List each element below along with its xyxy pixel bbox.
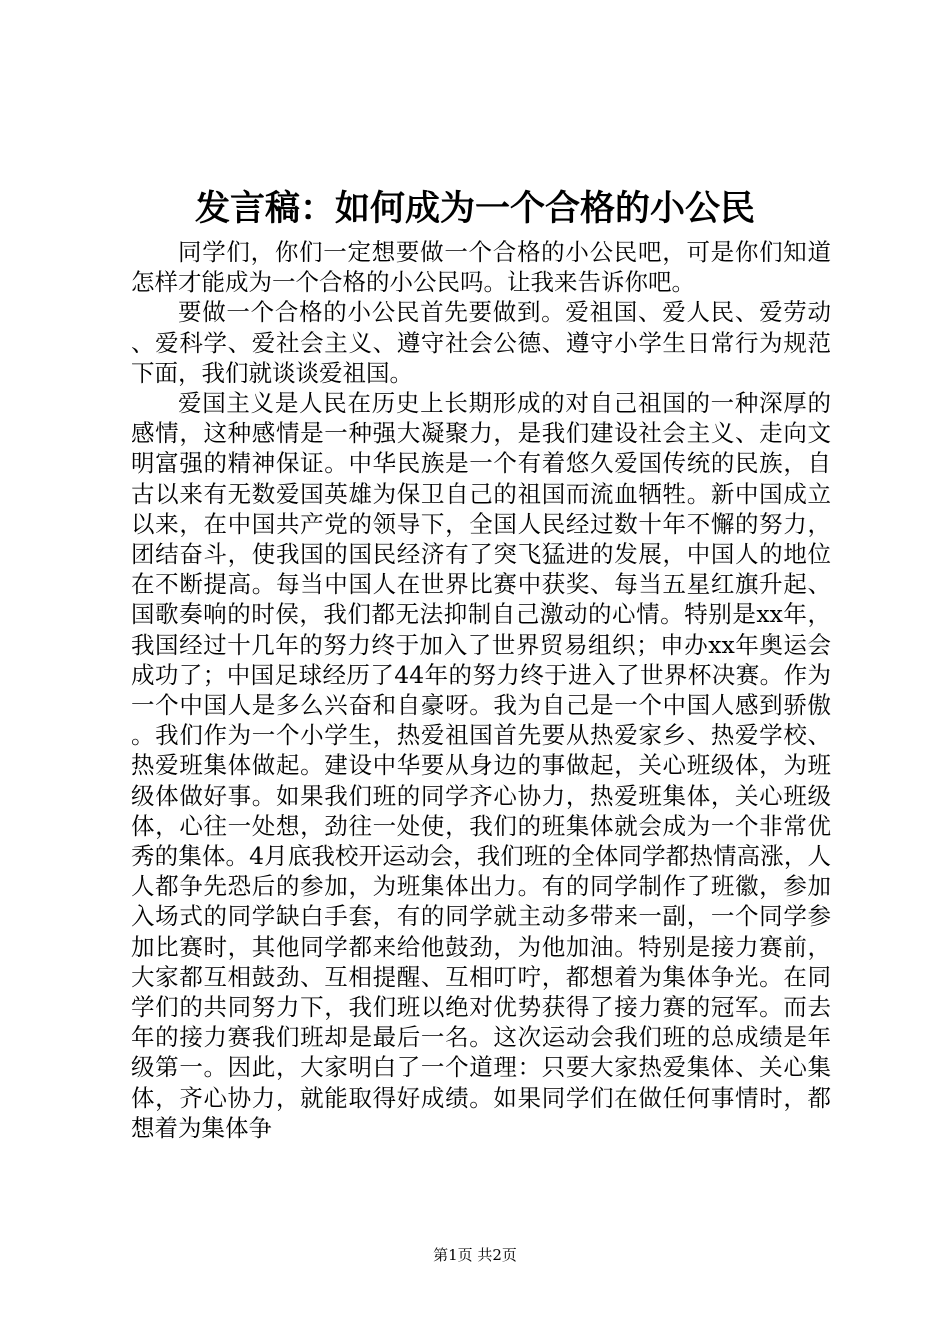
paragraph-intro: 同学们，你们一定想要做一个合格的小公民吧，可是你们知道怎样才能成为一个合格的小公民吗。让我来告诉你吧。: [131, 238, 831, 297]
paragraph-patriotism: 爱国主义是人民在历史上长期形成的对自己祖国的一种深厚的感情，这种感情是一种强大凝聚力，是我们建设社会主义、走向文明富强的精神保证。中华民族是一个有着悠久爱国传统的民族，自古以来有无数爱国英雄为保卫自己的祖国而流血牺牲。新中国成立以来，在中国共产党的领导下，全国人民经过数十年不懈的努力，团结奋斗，使我国的国民经济有了突飞猛进的发展，中国人的地位在不断提高。每当中国人在世界比赛中获奖、每当五星红旗升起、国歌奏响的时侯，我们都无法抑制自己激动的心情。特别是xx年，我国经过十几年的努力终于加入了世界贸易组织；申办xx年奥运会成功了；中国足球经历了44年的努力终于进入了世界杯决赛。作为一个中国人是多么兴奋和自豪呀。我为自己是一个中国人感到骄傲。我们作为一个小学生，热爱祖国首先要从热爱家乡、热爱学校、热爱班集体做起。建设中华要从身边的事做起，关心班级体，为班级体做好事。如果我们班的同学齐心协力，热爱班集体，关心班级体，心往一处想，劲往一处使，我们的班集体就会成为一个非常优秀的集体。4月底我校开运动会，我们班的全体同学都热情高涨，人人都争先恐后的参加，为班集体出力。有的同学制作了班徽，参加入场式的同学缺白手套，有的同学就主动多带来一副，一个同学参加比赛时，其他同学都来给他鼓劲，为他加油。特别是接力赛前，大家都互相鼓劲、互相提醒、互相叮咛，都想着为集体争光。在同学们的共同努力下，我们班以绝对优势获得了接力赛的冠军。而去年的接力赛我们班却是最后一名。这次运动会我们班的总成绩是年级第一。因此，大家明白了一个道理：只要大家热爱集体、关心集体，齐心协力，就能取得好成绩。如果同学们在做任何事情时，都想着为集体争: [131, 389, 831, 1142]
document-body: [131, 237, 831, 1143]
page-number-footer: 第1页 共2页: [433, 1246, 517, 1264]
paragraph-requirements: 要做一个合格的小公民首先要做到。爱祖国、爱人民、爱劳动、爱科学、爱社会主义、遵守社会公德、遵守小学生日常行为规范下面，我们就谈谈爱祖国。: [131, 298, 831, 387]
document-title: 发言稿：如何成为一个合格的小公民: [194, 188, 755, 229]
